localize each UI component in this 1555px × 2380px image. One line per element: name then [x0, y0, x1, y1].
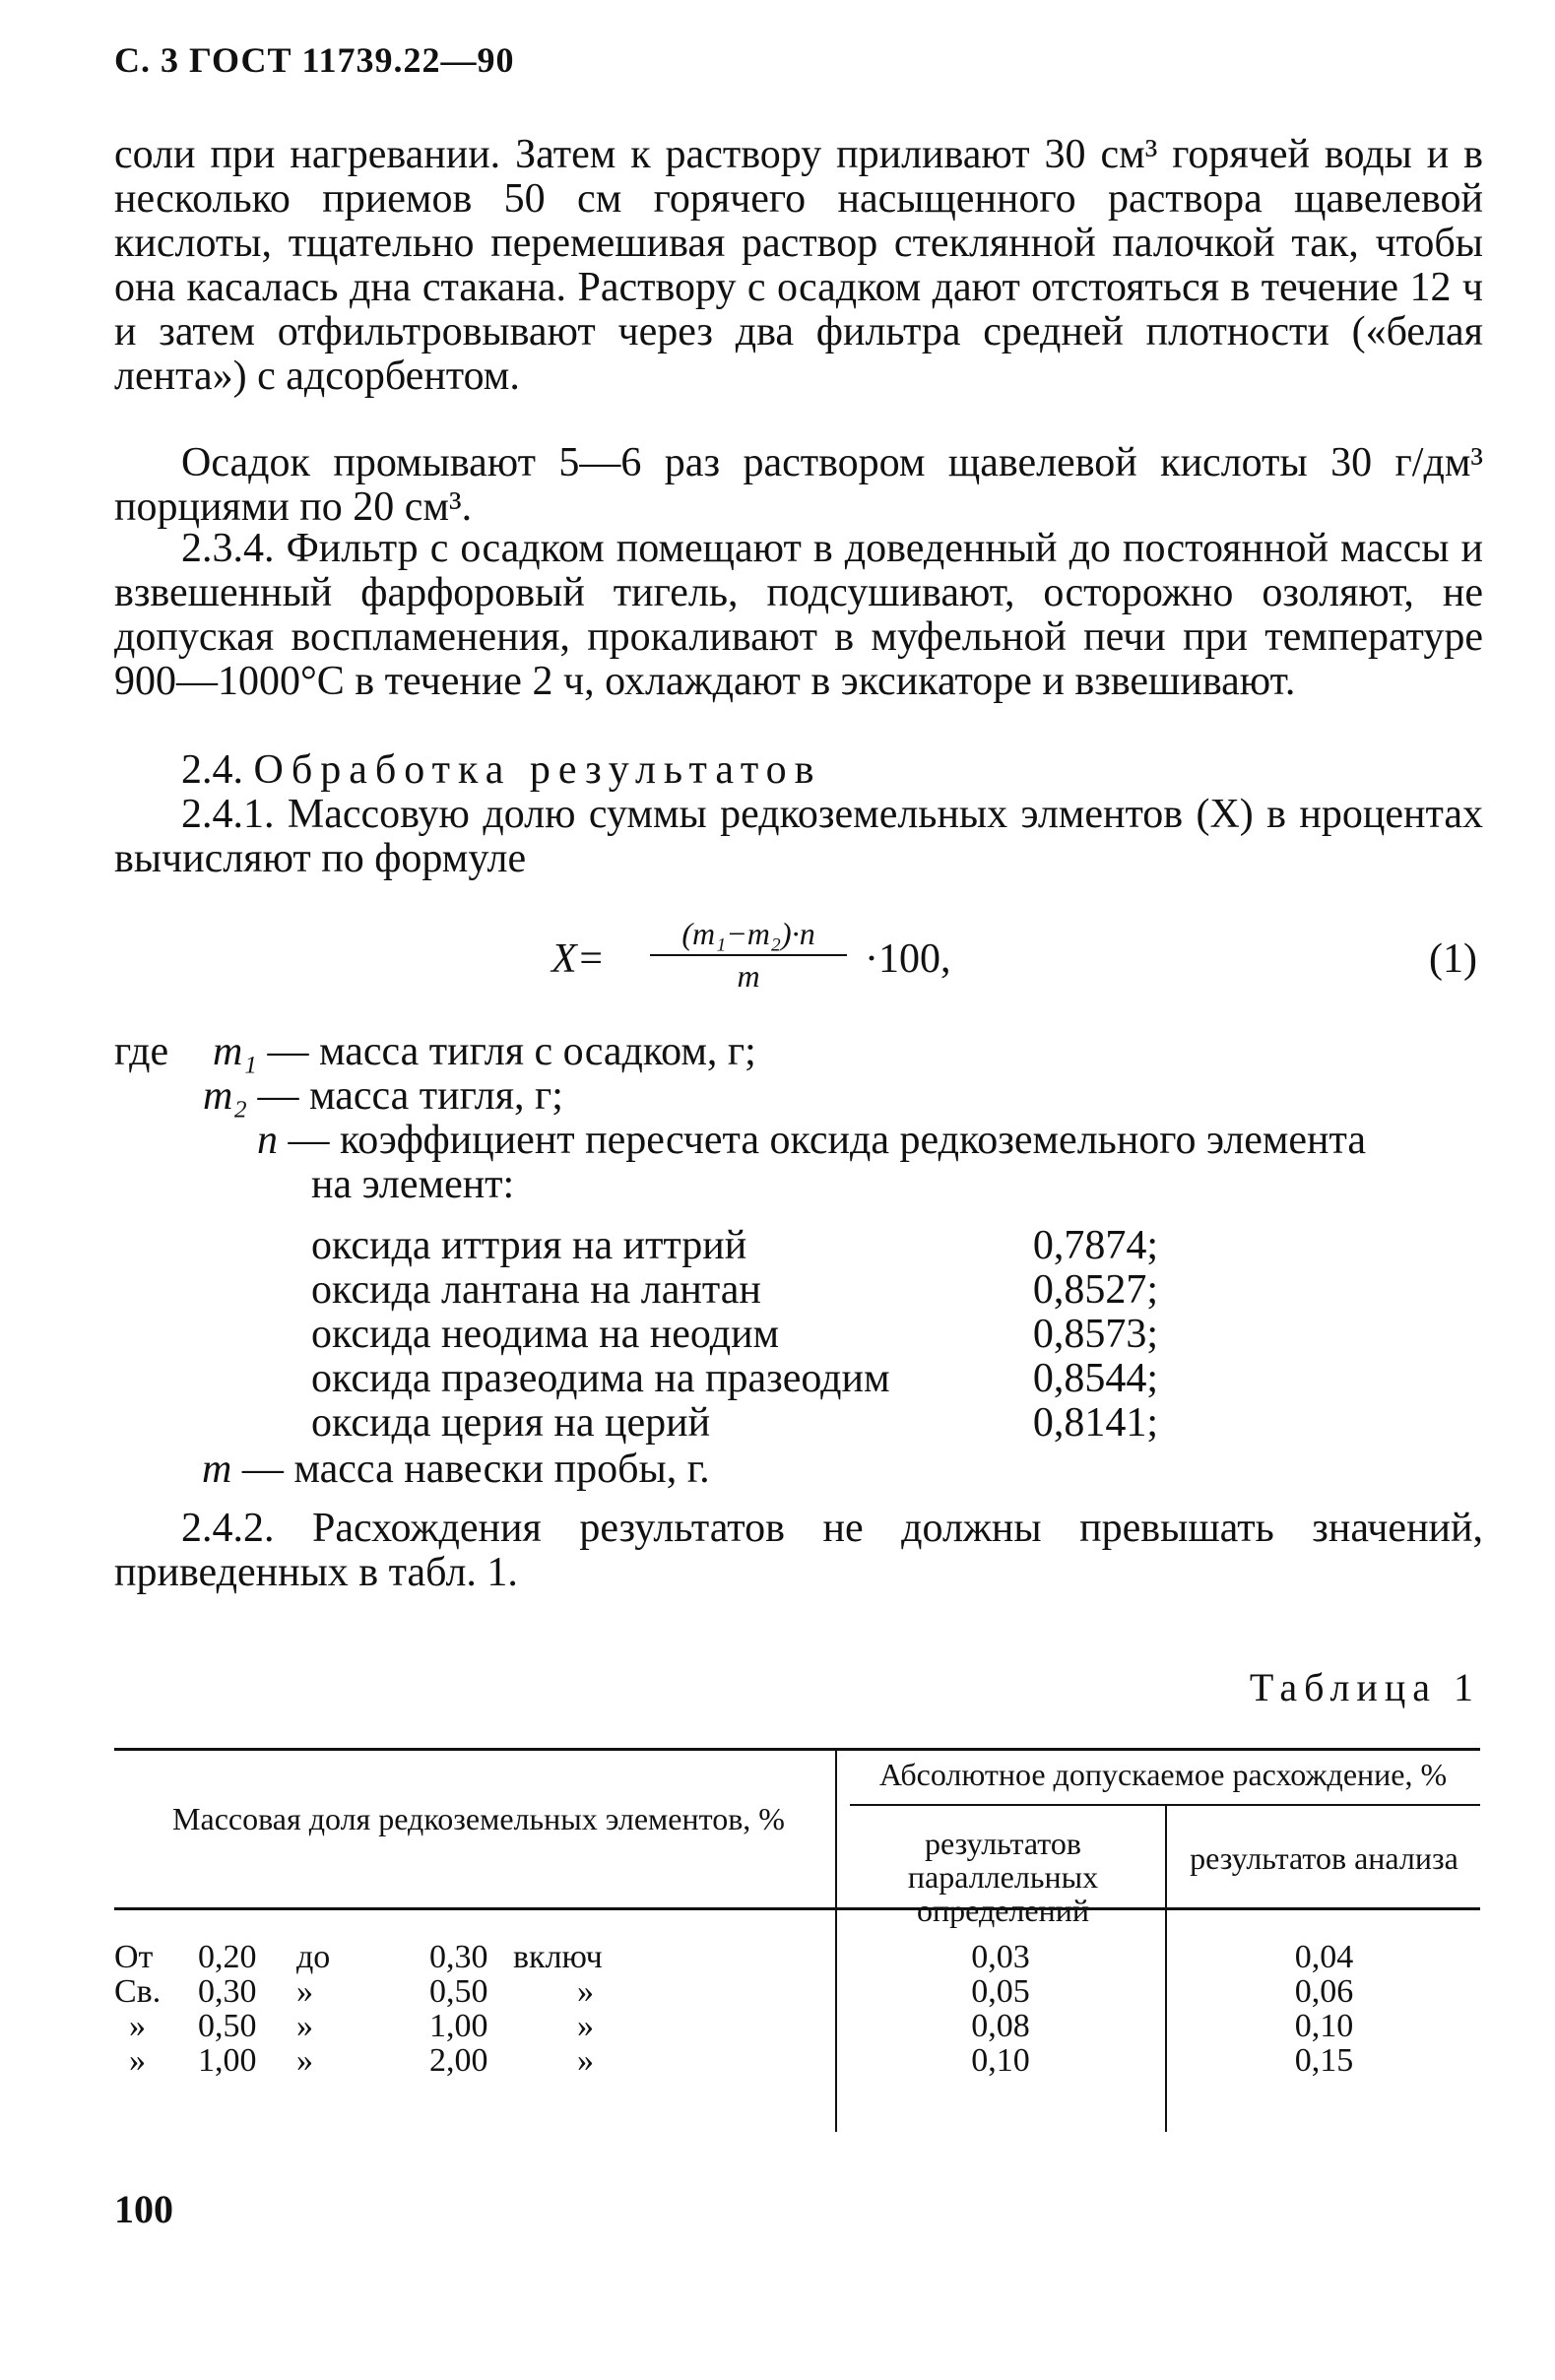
definition-m2: [203, 1074, 563, 1119]
cell-suffix: включ: [513, 1939, 603, 1975]
coefficient-row: [311, 1268, 1158, 1313]
coefficient-name: оксида неодима на неодим: [311, 1312, 780, 1357]
header-analysis-results: результатов анализа: [1190, 1840, 1458, 1876]
formula-denominator: m: [737, 958, 760, 994]
coefficient-row: [311, 1401, 1158, 1446]
formula-numerator: (m₁−m₂)·n: [650, 916, 847, 956]
coefficient-row: [311, 1357, 1158, 1401]
coefficient-value: 0,8573;: [1032, 1312, 1158, 1357]
coefficient-list: [311, 1224, 1158, 1446]
coefficient-value: 0,8141;: [1032, 1400, 1158, 1446]
formula-1: [551, 916, 1497, 995]
cell-to: 2,00: [429, 2042, 488, 2079]
symbol-n: n: [257, 1118, 278, 1163]
coefficient-row: [311, 1313, 1158, 1357]
coefficient-name: оксида церия на церий: [311, 1400, 711, 1446]
paragraph-2-4-1: 2.4.1. Массовую долю суммы редкоземельных элментов (X) в нроцентах вычисляют по формуле: [114, 792, 1483, 881]
cell-analysis: 0,06: [1294, 1973, 1354, 2010]
cell-from: 1,00: [198, 2042, 257, 2079]
table-row: [114, 2043, 1480, 2079]
symbol-m2: m₂: [203, 1073, 247, 1119]
cell-suffix: »: [577, 2008, 594, 2044]
cell-to: 0,30: [429, 1939, 488, 1975]
cell-prefix: От: [114, 1939, 154, 1975]
coefficient-value: 0,8527;: [1032, 1267, 1158, 1313]
cell-sep: »: [296, 1973, 313, 2010]
table-row: [114, 1974, 1480, 2010]
header-absolute-tolerance: Абсолютное допускаемое расхождение, %: [878, 1757, 1448, 1792]
coefficient-name: оксида лантана на лантан: [311, 1267, 761, 1313]
cell-prefix: »: [129, 2008, 146, 2044]
cell-to: 1,00: [429, 2008, 488, 2044]
header-mass-fraction: Массовая доля редкоземельных элементов, %: [172, 1801, 785, 1836]
symbol-m: m: [202, 1447, 232, 1492]
cell-sep: »: [296, 2008, 313, 2044]
formula-number: (1): [1429, 936, 1477, 982]
section-title: Обработка результатов: [253, 747, 822, 793]
tolerance-table: [114, 1748, 1480, 2132]
cell-parallel: 0,08: [971, 2008, 1030, 2044]
coefficient-name: оксида иттрия на иттрий: [311, 1223, 747, 1268]
text-m2: — масса тигля, г;: [246, 1073, 563, 1119]
cell-from: 0,50: [198, 2008, 257, 2044]
table-row: [114, 1940, 1480, 1975]
cell-to: 0,50: [429, 1973, 488, 2010]
cell-prefix: »: [129, 2042, 146, 2079]
definition-n-cont: на элемент:: [311, 1162, 515, 1207]
page-number: 100: [114, 2187, 173, 2231]
page-header: С. 3 ГОСТ 11739.22—90: [114, 40, 515, 80]
table-header-rule: [114, 1907, 1480, 1910]
cell-analysis: 0,15: [1294, 2042, 1354, 2079]
table-row: [114, 2009, 1480, 2044]
header-parallel-results: результатов параллельных определений: [907, 1826, 1099, 1928]
paragraph-precipitation: соли при нагревании. Затем к раствору приливают 30 см³ горячей воды и в несколько приемов 50 см горячего насыщенного раствора щавелевой кислоты, тщательно перемешивая раствор стеклянной палочкой так, чтобы она касалась дна стакана. Раствору с осадком дают отстояться в течение 12 ч и затем отфильтровывают через два фильтра средней плотности («белая лента») с адсорбентом.: [114, 132, 1483, 399]
formula-fraction: [650, 916, 847, 995]
definition-m1: [213, 1030, 756, 1074]
cell-from: 0,30: [198, 1973, 257, 2010]
table-title: Таблица 1: [1249, 1665, 1480, 1709]
cell-suffix: »: [577, 2042, 594, 2079]
cell-analysis: 0,10: [1294, 2008, 1354, 2044]
paragraph-2-3-4: 2.3.4. Фильтр с осадком помещают в доведенный до постоянной массы и взвешенный фарфоровый тигель, подсушивают, осторожно озоляют, не допуская воспламенения, прокаливают в муфельной печи при температуре 900—1000°С в течение 2 ч, охлаждают в эксикаторе и взвешивают.: [114, 526, 1483, 704]
section-number: 2.4.: [181, 747, 243, 793]
cell-sep: до: [296, 1939, 331, 1975]
symbol-m1: m₁: [213, 1029, 257, 1074]
coefficient-value: 0,7874;: [1032, 1223, 1158, 1268]
definition-n: [257, 1119, 1366, 1163]
table-top-rule: [114, 1748, 1480, 1751]
text-m: — масса навески пробы, г.: [231, 1447, 710, 1492]
coefficient-value: 0,8544;: [1032, 1356, 1158, 1401]
text-m1: — масса тигля с осадком, г;: [256, 1029, 756, 1074]
where-label: где: [114, 1029, 169, 1074]
cell-prefix: Св.: [114, 1973, 162, 2010]
cell-suffix: »: [577, 1973, 594, 2010]
formula-lhs: X=: [551, 936, 605, 982]
cell-from: 0,20: [198, 1939, 257, 1975]
paragraph-2-4-2: 2.4.2. Расхождения результатов не должны превышать значений, приведенных в табл. 1.: [114, 1506, 1483, 1595]
text-n: — коэффициент пересчета оксида редкоземельного элемента: [278, 1118, 1367, 1163]
definition-m: [202, 1446, 710, 1493]
coefficient-row: [311, 1224, 1158, 1268]
cell-parallel: 0,10: [971, 2042, 1030, 2079]
formula-multiplier: ·100,: [865, 936, 951, 982]
section-heading-2-4: [114, 748, 1483, 793]
cell-analysis: 0,04: [1294, 1939, 1354, 1975]
paragraph-washing: Осадок промывают 5—6 раз раствором щавелевой кислоты 30 г/дм³ порциями по 20 см³.: [114, 440, 1483, 530]
cell-sep: »: [296, 2042, 313, 2079]
coefficient-name: оксида празеодима на празеодим: [311, 1356, 890, 1401]
cell-parallel: 0,05: [971, 1973, 1030, 2010]
cell-parallel: 0,03: [971, 1939, 1030, 1975]
